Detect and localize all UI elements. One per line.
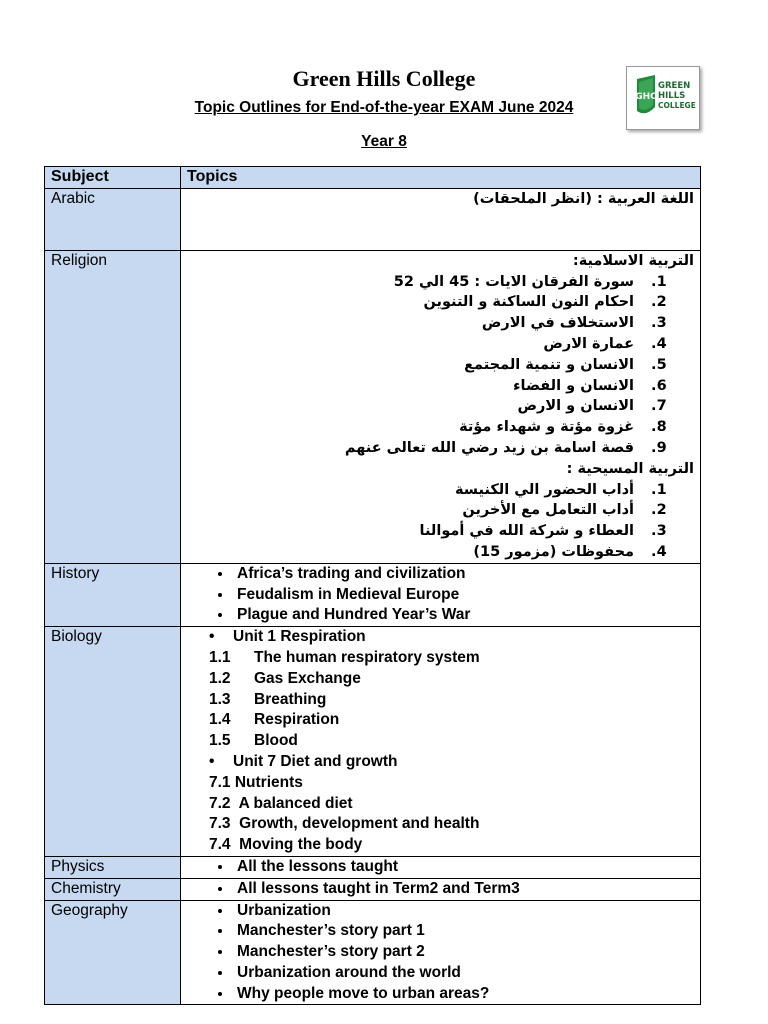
list-item: 1. أداب الحضور الي الكنيسة [187, 480, 646, 501]
table-row [45, 856, 701, 878]
list-item: • All lessons taught in Term2 and Term3 [233, 879, 694, 900]
list-item: • Plague and Hundred Year’s War [233, 605, 694, 626]
college-title: Green Hills College [292, 66, 476, 91]
topics-table [44, 166, 701, 1005]
table-row [45, 900, 701, 1005]
topics-cell [181, 250, 701, 563]
list-item: 7.1 Nutrients [209, 773, 303, 791]
list-item: • Urbanization around the world [233, 963, 694, 984]
list-item: 1. سورة الفرقان الايات : 45 الي 52 [187, 272, 646, 293]
year-heading: Year 8 [361, 133, 407, 150]
table-row [45, 188, 701, 250]
college-logo [626, 66, 700, 130]
list-item: 3. الاستخلاف في الارض [187, 313, 646, 334]
list-item: • Feudalism in Medieval Europe [233, 585, 694, 606]
unit-heading: • Unit 7 Diet and growth [187, 752, 694, 773]
topics-cell [181, 900, 701, 1005]
table-row [45, 250, 701, 563]
document-subtitle: Topic Outlines for End-of-the-year EXAM June 2024 [194, 99, 574, 116]
list-item: 9. قصة اسامة بن زيد رضي الله تعالى عنهم [187, 438, 646, 459]
list-item: 7.4 Moving the body [209, 836, 363, 854]
topics-cell [181, 878, 701, 900]
subject-cell: History [45, 563, 181, 626]
list-item: 2. احكام النون الساكنة و التنوين [187, 292, 646, 313]
list-item: 1.3 Breathing [209, 690, 327, 708]
list-item: • Why people move to urban areas? [233, 984, 694, 1005]
christian-list [187, 480, 694, 563]
list-item: 6. الانسان و الفضاء [187, 376, 646, 397]
list-item: 1.4 Respiration [209, 711, 340, 729]
list-item: • Manchester’s story part 2 [233, 942, 694, 963]
table-row [45, 878, 701, 900]
arabic-topic: اللغة العربية : (انظر الملحقات) [473, 190, 694, 207]
christian-heading: التربية المسيحية : [566, 460, 694, 477]
list-item: • All the lessons taught [233, 857, 694, 878]
chemistry-list [187, 879, 694, 900]
topics-cell [181, 188, 701, 250]
svg-text:GHC: GHC [635, 92, 657, 102]
physics-list [187, 857, 694, 878]
svg-text:GREEN: GREEN [658, 81, 691, 91]
islamic-list [187, 272, 694, 459]
list-item: 1.5 Blood [209, 732, 298, 750]
subject-cell: Religion [45, 250, 181, 563]
list-item: 4. عمارة الارض [187, 334, 646, 355]
topics-cell [181, 563, 701, 626]
header-subject: Subject [45, 167, 181, 189]
subject-cell: Biology [45, 627, 181, 857]
history-list [187, 564, 694, 626]
list-item: 7. الانسان و الارض [187, 396, 646, 417]
islamic-heading: التربية الاسلامية: [572, 252, 694, 269]
topics-cell [181, 856, 701, 878]
subject-cell: Physics [45, 856, 181, 878]
list-item: 1.2 Gas Exchange [209, 669, 361, 687]
list-item: 5. الانسان و تنمية المجتمع [187, 355, 646, 376]
topics-cell [181, 627, 701, 857]
svg-text:COLLEGE: COLLEGE [658, 101, 696, 110]
subject-cell: Arabic [45, 188, 181, 250]
subject-cell: Chemistry [45, 878, 181, 900]
table-row [45, 563, 701, 626]
list-item: 7.2 A balanced diet [209, 794, 353, 812]
list-item: • Africa’s trading and civilization [233, 564, 694, 585]
list-item: 3. العطاء و شركة الله في أموالنا [187, 521, 646, 542]
list-item: 4. محفوظات (مزمور 15) [187, 542, 646, 563]
unit-heading: • Unit 1 Respiration [187, 627, 694, 648]
list-item: 2. أداب التعامل مع الأخرين [187, 500, 646, 521]
header-topics: Topics [181, 167, 701, 189]
subject-cell: Geography [45, 900, 181, 1005]
table-row [45, 627, 701, 857]
list-item: • Urbanization [233, 901, 694, 922]
list-item: • Manchester’s story part 1 [233, 921, 694, 942]
list-item: 1.1 The human respiratory system [209, 648, 480, 666]
list-item: 8. غزوة مؤتة و شهداء مؤتة [187, 417, 646, 438]
table-header-row [45, 167, 701, 189]
geography-list [187, 901, 694, 1005]
svg-text:HILLS: HILLS [658, 91, 686, 101]
list-item: 7.3 Growth, development and health [209, 815, 480, 833]
